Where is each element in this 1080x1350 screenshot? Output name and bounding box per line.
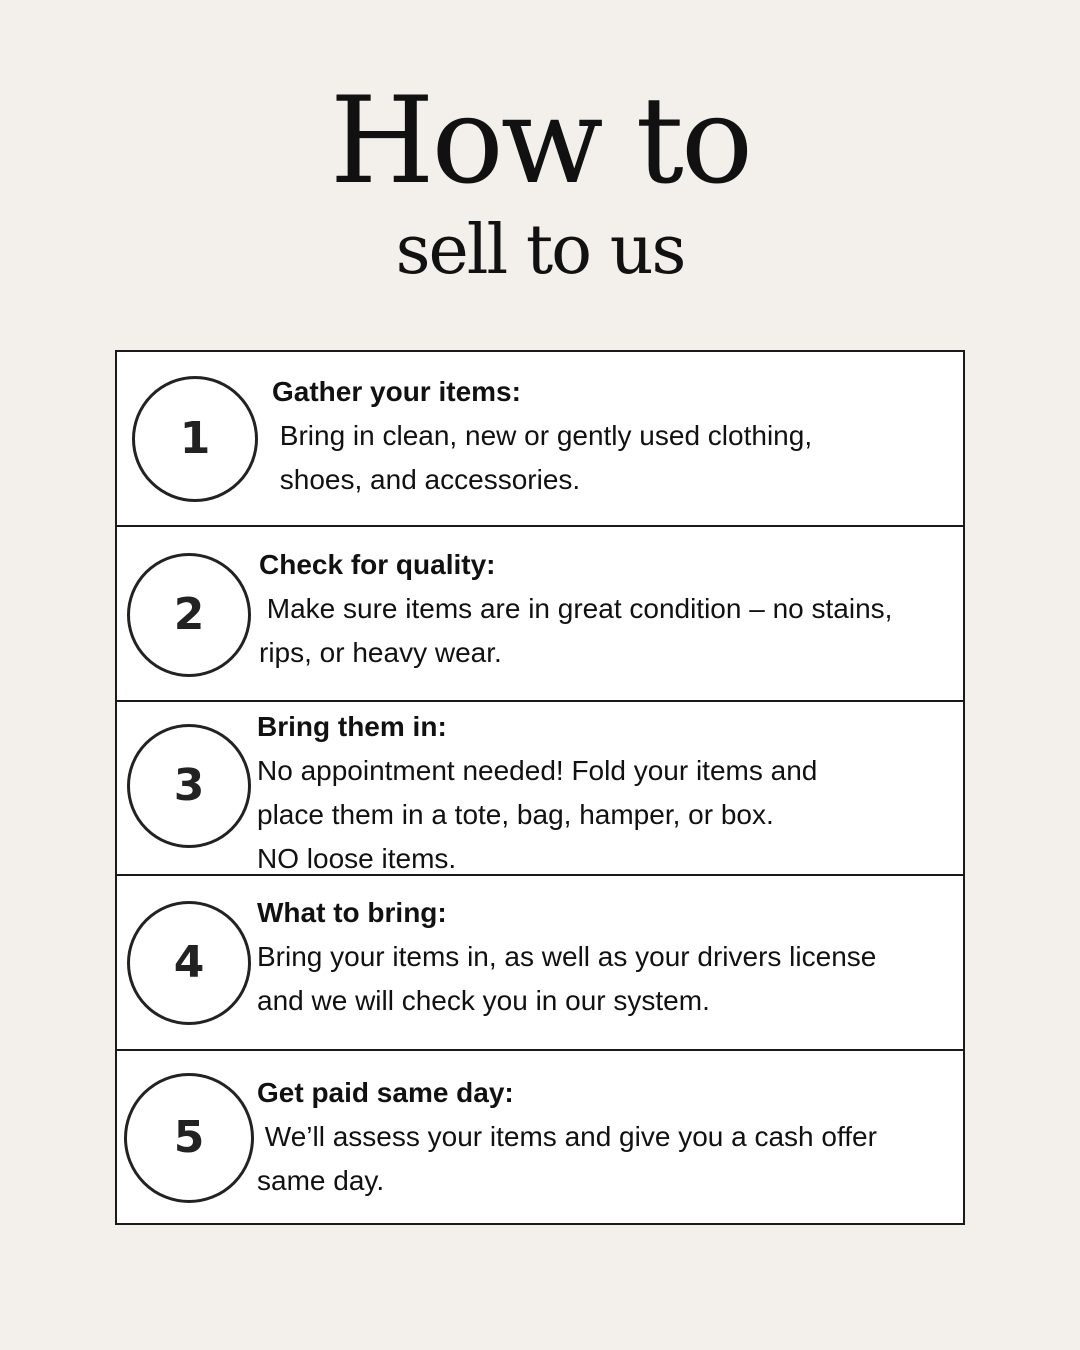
step-description-line: Make sure items are in great condition – no stains, — [259, 593, 893, 624]
step-text — [257, 705, 817, 881]
step-row-4 — [117, 874, 963, 1049]
step-row-5 — [117, 1049, 963, 1224]
step-number-circle: 3 — [127, 724, 251, 848]
step-text — [257, 891, 876, 1023]
steps-table — [115, 350, 965, 1225]
step-text — [259, 543, 892, 675]
step-heading: Check for quality: — [259, 549, 496, 580]
step-row-2 — [117, 525, 963, 700]
step-text — [257, 1071, 877, 1203]
step-description-line: and we will check you in our system. — [257, 985, 710, 1016]
step-text — [272, 370, 812, 502]
step-row-1 — [117, 352, 963, 527]
step-description-line: No appointment needed! Fold your items and — [257, 755, 818, 786]
page-title: How to — [329, 72, 751, 211]
step-heading: Get paid same day: — [257, 1077, 514, 1108]
step-description-line: Bring your items in, as well as your drivers license — [257, 941, 877, 972]
step-heading: Gather your items: — [272, 376, 521, 407]
step-number-circle: 5 — [124, 1073, 254, 1203]
step-heading: Bring them in: — [257, 711, 447, 742]
step-number-circle: 1 — [132, 376, 258, 502]
step-description-line: shoes, and accessories. — [272, 464, 581, 495]
page-subtitle: sell to us — [395, 211, 685, 290]
step-row-3 — [117, 700, 963, 875]
step-number-circle: 4 — [127, 901, 251, 1025]
step-description-line: rips, or heavy wear. — [259, 637, 502, 668]
step-description-line: We’ll assess your items and give you a cash offer — [257, 1121, 877, 1152]
step-heading: What to bring: — [257, 897, 447, 928]
step-description-line: NO loose items. — [257, 843, 457, 874]
step-description-line: place them in a tote, bag, hamper, or box. — [257, 799, 774, 830]
step-description-line: same day. — [257, 1165, 385, 1196]
step-number-circle: 2 — [127, 553, 251, 677]
step-description-line: Bring in clean, new or gently used clothing, — [272, 420, 813, 451]
